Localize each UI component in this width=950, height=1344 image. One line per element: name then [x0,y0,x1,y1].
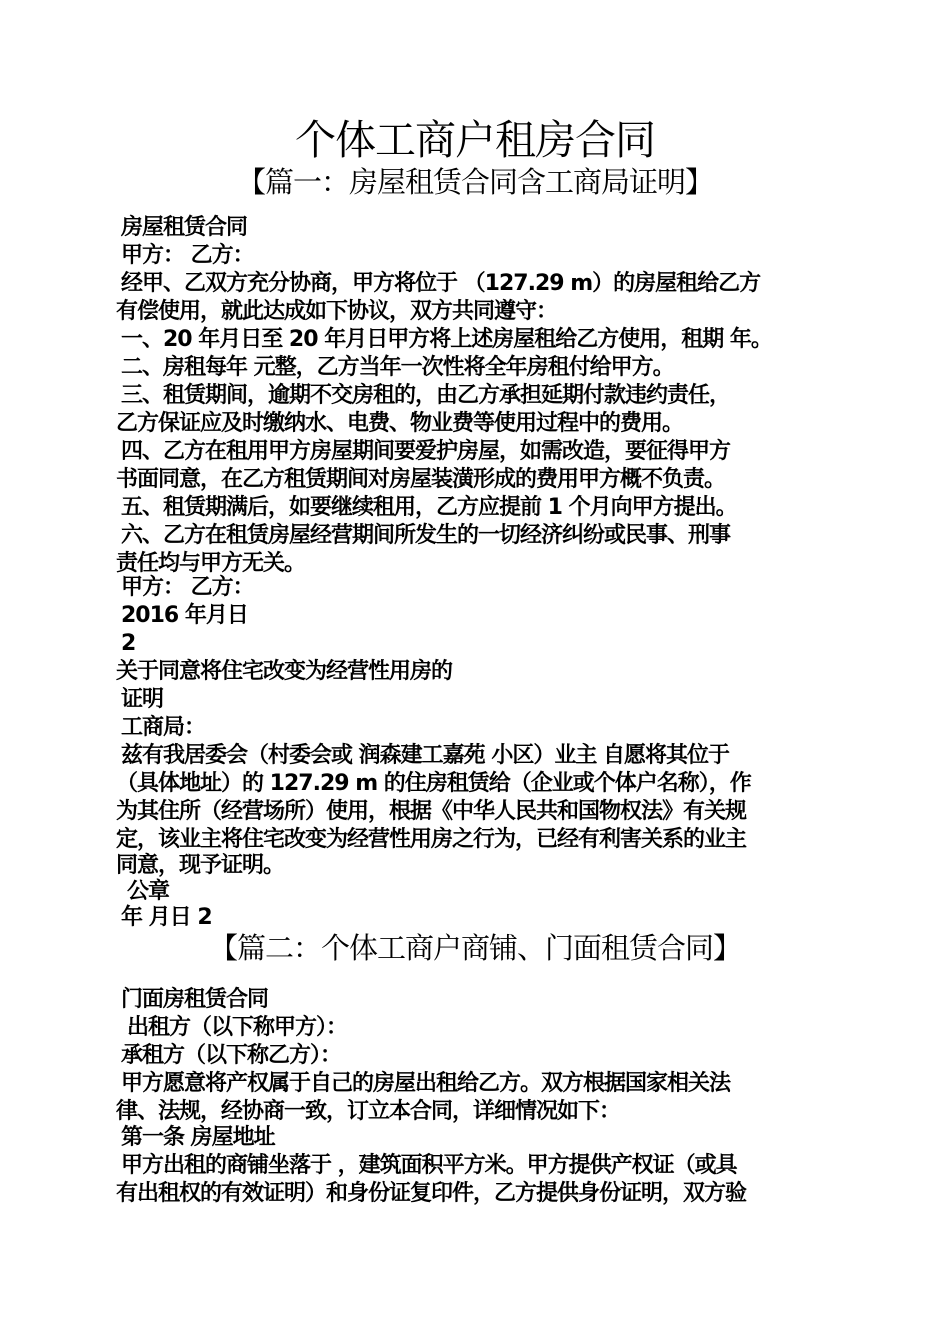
document-title: 个体工商户租房合同 [295,116,655,164]
clause-line: 四、乙方在租用甲方房屋期间要爱护房屋，如需改造，要征得甲方 [121,439,731,464]
paragraph-line: 经甲、乙双方充分协商，甲方将位于 （127.29 m）的房屋租给乙方 [121,271,761,296]
article-heading: 第一条 房屋地址 [121,1125,275,1150]
signature-line: 甲方： 乙方： [121,575,254,600]
contract-title: 房屋租赁合同 [121,215,248,240]
date-line: 2016 年月日 [121,603,248,628]
clause-line: 五、租赁期满后，如要继续租用，乙方应提前 1 个月向甲方提出。 [121,495,737,520]
lessee-line: 承租方（以下称乙方）： [121,1043,342,1068]
paragraph-line: 甲方愿意将产权属于自己的房屋出租给乙方。双方根据国家相关法 [121,1071,731,1096]
clause-line: 一、20 年月日至 20 年月日甲方将上述房屋租给乙方使用，租期 年。 [121,327,772,352]
paragraph-line: 律、法规，经协商一致，订立本合同，详细情况如下： [116,1099,621,1124]
certificate-title: 关于同意将住宅改变为经营性用房的 [116,659,453,684]
section-heading-1: 【篇一：房屋租赁合同含工商局证明】 [236,165,713,199]
date-line: 年 月日 2 [121,905,212,930]
paragraph-line: 甲方出租的商铺坐落于 ，建筑面积平方米。甲方提供产权证（或具 [121,1153,737,1178]
clause-line: 责任均与甲方无关。 [116,551,306,576]
page-number: 2 [121,631,136,656]
paragraph-line: 有出租权的有效证明）和身份证复印件，乙方提供身份证明，双方验 [116,1181,747,1206]
party-line: 甲方： 乙方： [121,243,254,268]
addressee-line: 工商局： [121,715,206,740]
lessor-line: 出租方（以下称甲方）： [127,1015,348,1040]
section-heading-2: 【篇二：个体工商户商铺、门面租赁合同】 [208,931,741,965]
contract-title: 门面房租赁合同 [121,987,269,1012]
clause-line: 乙方保证应及时缴纳水、电费、物业费等使用过程中的费用。 [116,411,684,436]
paragraph-line: 同意，现予证明。 [116,853,285,878]
paragraph-line: 为其住所（经营场所）使用，根据《中华人民共和国物权法》有关规 [116,799,747,824]
paragraph-line: （具体地址）的 127.29 m 的住房租赁给（企业或个体户名称），作 [116,771,751,796]
certificate-subtitle: 证明 [121,687,164,712]
clause-line: 二、房租每年 元整，乙方当年一次性将全年房租付给甲方。 [121,355,674,380]
clause-line: 三、租赁期间，逾期不交房租的，由乙方承担延期付款违约责任， [121,383,731,408]
clause-line: 书面同意，在乙方租赁期间对房屋装潢形成的费用甲方概不负责。 [116,467,726,492]
paragraph-line: 兹有我居委会（村委会或 润森建工嘉苑 小区）业主 自愿将其位于 [121,743,729,768]
paragraph-line: 有偿使用，就此达成如下协议，双方共同遵守： [116,299,558,324]
paragraph-line: 定，该业主将住宅改变为经营性用房之行为，已经有利害关系的业主 [116,827,747,852]
seal-line: 公章 [127,879,170,904]
clause-line: 六、乙方在租赁房屋经营期间所发生的一切经济纠纷或民事、刑事 [121,523,731,548]
